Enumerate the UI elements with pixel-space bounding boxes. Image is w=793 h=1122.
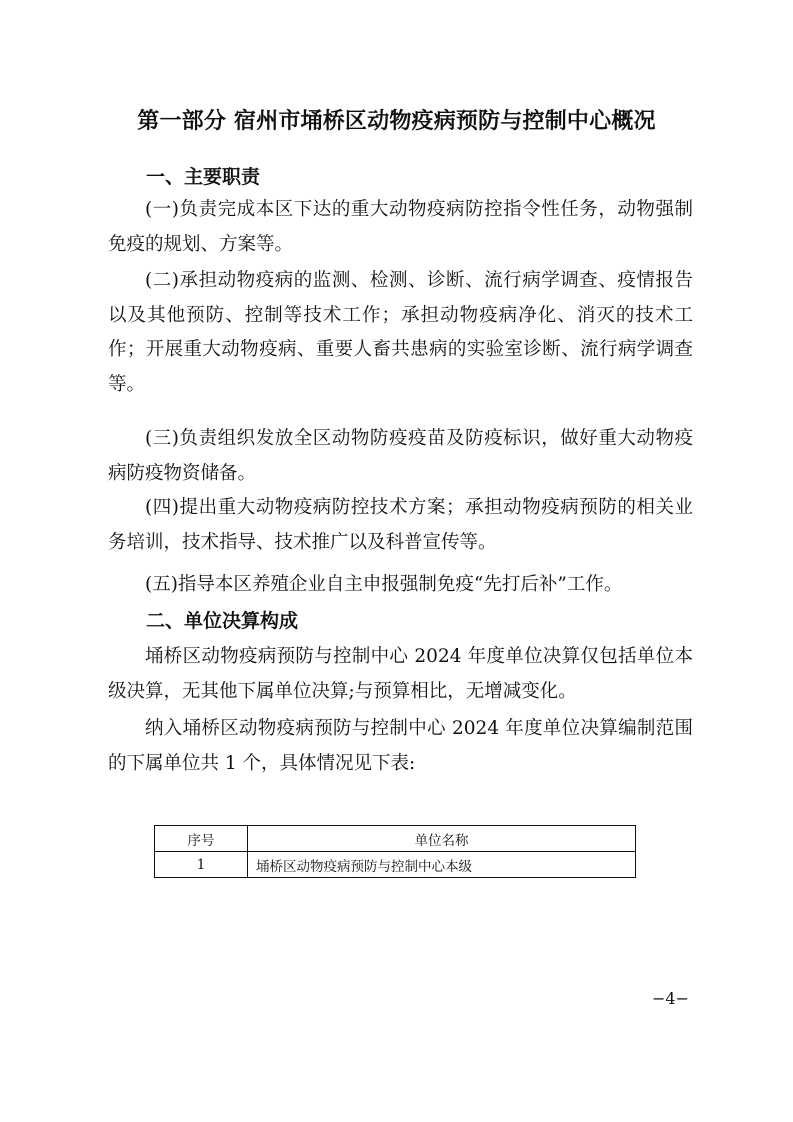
composition-paragraph-2: 纳入埇桥区动物疫病预防与控制中心 2024 年度单位决算编制范围的下属单位共 1 个，具体情况见下表: (108, 718, 693, 774)
duty-paragraph-1: (一)负责完成本区下达的重大动物疫病防控指令性任务，动物强制免疫的规划、方案等。 (108, 199, 693, 255)
table-cell-unit-name: 埇桥区动物疫病预防与控制中心本级 (248, 852, 636, 878)
composition-paragraph-1: 埇桥区动物疫病预防与控制中心 2024 年度单位决算仅包括单位本级决算，无其他下属单位决算;与预算相比，无增减变化。 (108, 646, 693, 702)
table-header-serial: 序号 (155, 826, 248, 852)
table-cell-serial: 1 (155, 852, 248, 878)
duty-paragraph-5: (五)指导本区养殖企业自主申报强制免疫“先打后补”工作。 (145, 574, 623, 595)
duty-paragraph-3: (三)负责组织发放全区动物防疫疫苗及防疫标识，做好重大动物疫病防疫物资储备。 (108, 428, 693, 484)
table-row (155, 852, 636, 878)
table-header-unit-name: 单位名称 (248, 826, 636, 852)
section-heading-main-duties: 一、主要职责 (146, 166, 261, 188)
page-number: −4− (652, 989, 689, 1008)
duty-paragraph-4: (四)提出重大动物疫病防控技术方案；承担动物疫病预防的相关业务培训，技术指导、技术推广以及科普宣传等。 (108, 497, 693, 553)
duty-paragraph-2: (二)承担动物疫病的监测、检测、诊断、流行病学调查、疫情报告以及其他预防、控制等技术工作；承担动物疫病净化、消灭的技术工作；开展重大动物疫病、重要人畜共患病的实验室诊断、流行病学调查等。 (108, 270, 693, 395)
subordinate-units-table (154, 825, 636, 878)
table-header-row (155, 826, 636, 852)
page-title: 第一部分 宿州市埇桥区动物疫病预防与控制中心概况 (137, 109, 656, 134)
section-heading-unit-composition: 二、单位决算构成 (146, 610, 299, 632)
